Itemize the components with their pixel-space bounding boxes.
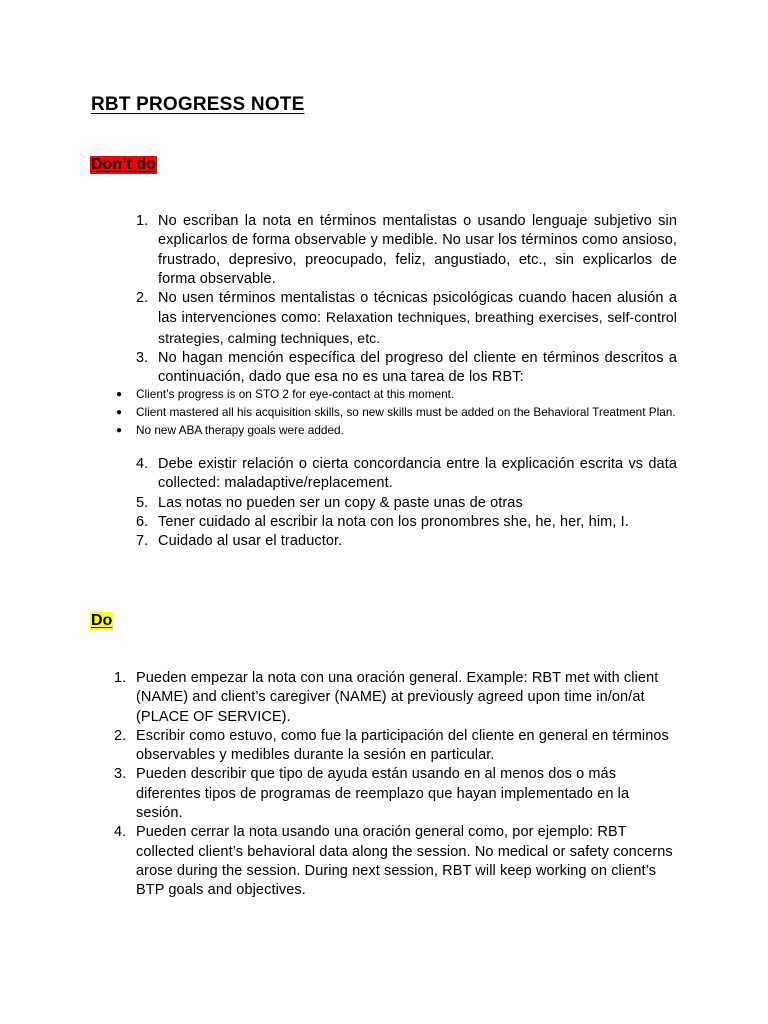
list-item-text: Tener cuidado al escribir la nota con los pronombres she, he, her, him, I. (158, 513, 629, 530)
list-item (114, 823, 677, 900)
list-item-text: Debe existir relación o cierta concordancia entre la explicación escrita vs data collected: maladaptive/replacement. (158, 456, 677, 492)
bullet-text: Client’s progress is on STO 2 for eye-contact at this moment. (136, 387, 455, 401)
list-item-number: 3. (136, 350, 149, 367)
list-item-number: 2. (114, 727, 127, 744)
example-bullet-list (116, 387, 677, 442)
list-item-number: 1. (136, 213, 149, 229)
bullet-item (116, 423, 677, 438)
bullet-item (116, 387, 677, 402)
list-item (114, 765, 677, 823)
dont-do-heading: Don’t do (91, 156, 156, 173)
dont-do-list-part-1 (136, 212, 677, 388)
bullet-icon: ● (116, 425, 123, 437)
list-item-text-english: Relaxation techniques, breathing exercises, self-control strategies, calming techniques, etc. (158, 309, 677, 346)
list-item (136, 289, 677, 349)
list-item-text: No hagan mención específica del progreso del cliente en términos descritos a continuación, dado que esa no es una tarea de los RBT: (158, 350, 677, 386)
list-item-text: Pueden cerrar la nota usando una oración general como, por ejemplo: RBT collected client’s behavioral data along the session. No medical or safety concerns arose during the session. During next session, RBT will keep working on client’s BTP goals and objectives. (136, 824, 673, 899)
list-item-text: Pueden describir que tipo de ayuda están usando en al menos dos o más diferentes tipos de programas de reemplazo que hayan implementado en la sesión. (136, 766, 630, 822)
list-item-number: 5. (136, 494, 149, 511)
list-item (136, 532, 677, 551)
list-item (136, 349, 677, 388)
list-item-text: No escriban la nota en términos mentalistas o usando lenguaje subjetivo sin explicarlos de forma observable y medible. No usar los términos como ansioso, frustrado, depresivo, preocupado, feliz, angustiado, etc., sin explicarlos de forma observable. (158, 213, 677, 287)
do-list (114, 669, 677, 901)
list-item (136, 513, 677, 532)
list-item-text: Cuidado al usar el traductor. (158, 533, 343, 550)
list-item-number: 1. (114, 670, 127, 686)
list-item-text: Las notas no pueden ser un copy & paste unas de otras (158, 494, 523, 511)
list-item (136, 212, 677, 289)
list-item-number: 4. (136, 456, 149, 472)
bullet-text: Client mastered all his acquisition skills, so new skills must be added on the Behavioral Treatment Plan. (136, 405, 676, 420)
list-item-number: 3. (114, 766, 127, 783)
dont-do-list-part-2 (136, 455, 677, 551)
list-item-text: Pueden empezar la nota con una oración general. Example: RBT met with client (NAME) and client’s caregiver (NAME) at previously agreed upon time in/on/at (PLACE OF SERVICE). (136, 670, 659, 725)
bullet-icon: ● (116, 389, 123, 400)
list-item (114, 727, 677, 766)
list-item (136, 455, 677, 494)
bullet-icon: ● (116, 407, 123, 419)
bullet-item (116, 405, 677, 420)
list-item (136, 494, 677, 513)
list-item-number: 2. (136, 290, 149, 307)
list-item-text: No usen términos mentalistas o técnicas psicológicas cuando hacen alusión a las intervenciones como: (158, 290, 677, 327)
do-heading: Do (91, 612, 113, 629)
list-item-number: 6. (136, 513, 149, 530)
bullet-text: No new ABA therapy goals were added. (136, 423, 344, 438)
page-title: RBT PROGRESS NOTE (91, 94, 305, 115)
list-item-number: 7. (136, 533, 149, 550)
list-item-number: 4. (114, 824, 127, 841)
list-item (114, 669, 677, 727)
list-item-text: Escribir como estuvo, como fue la participación del cliente en general en términos observables y medibles durante la sesión en particular. (136, 727, 669, 764)
